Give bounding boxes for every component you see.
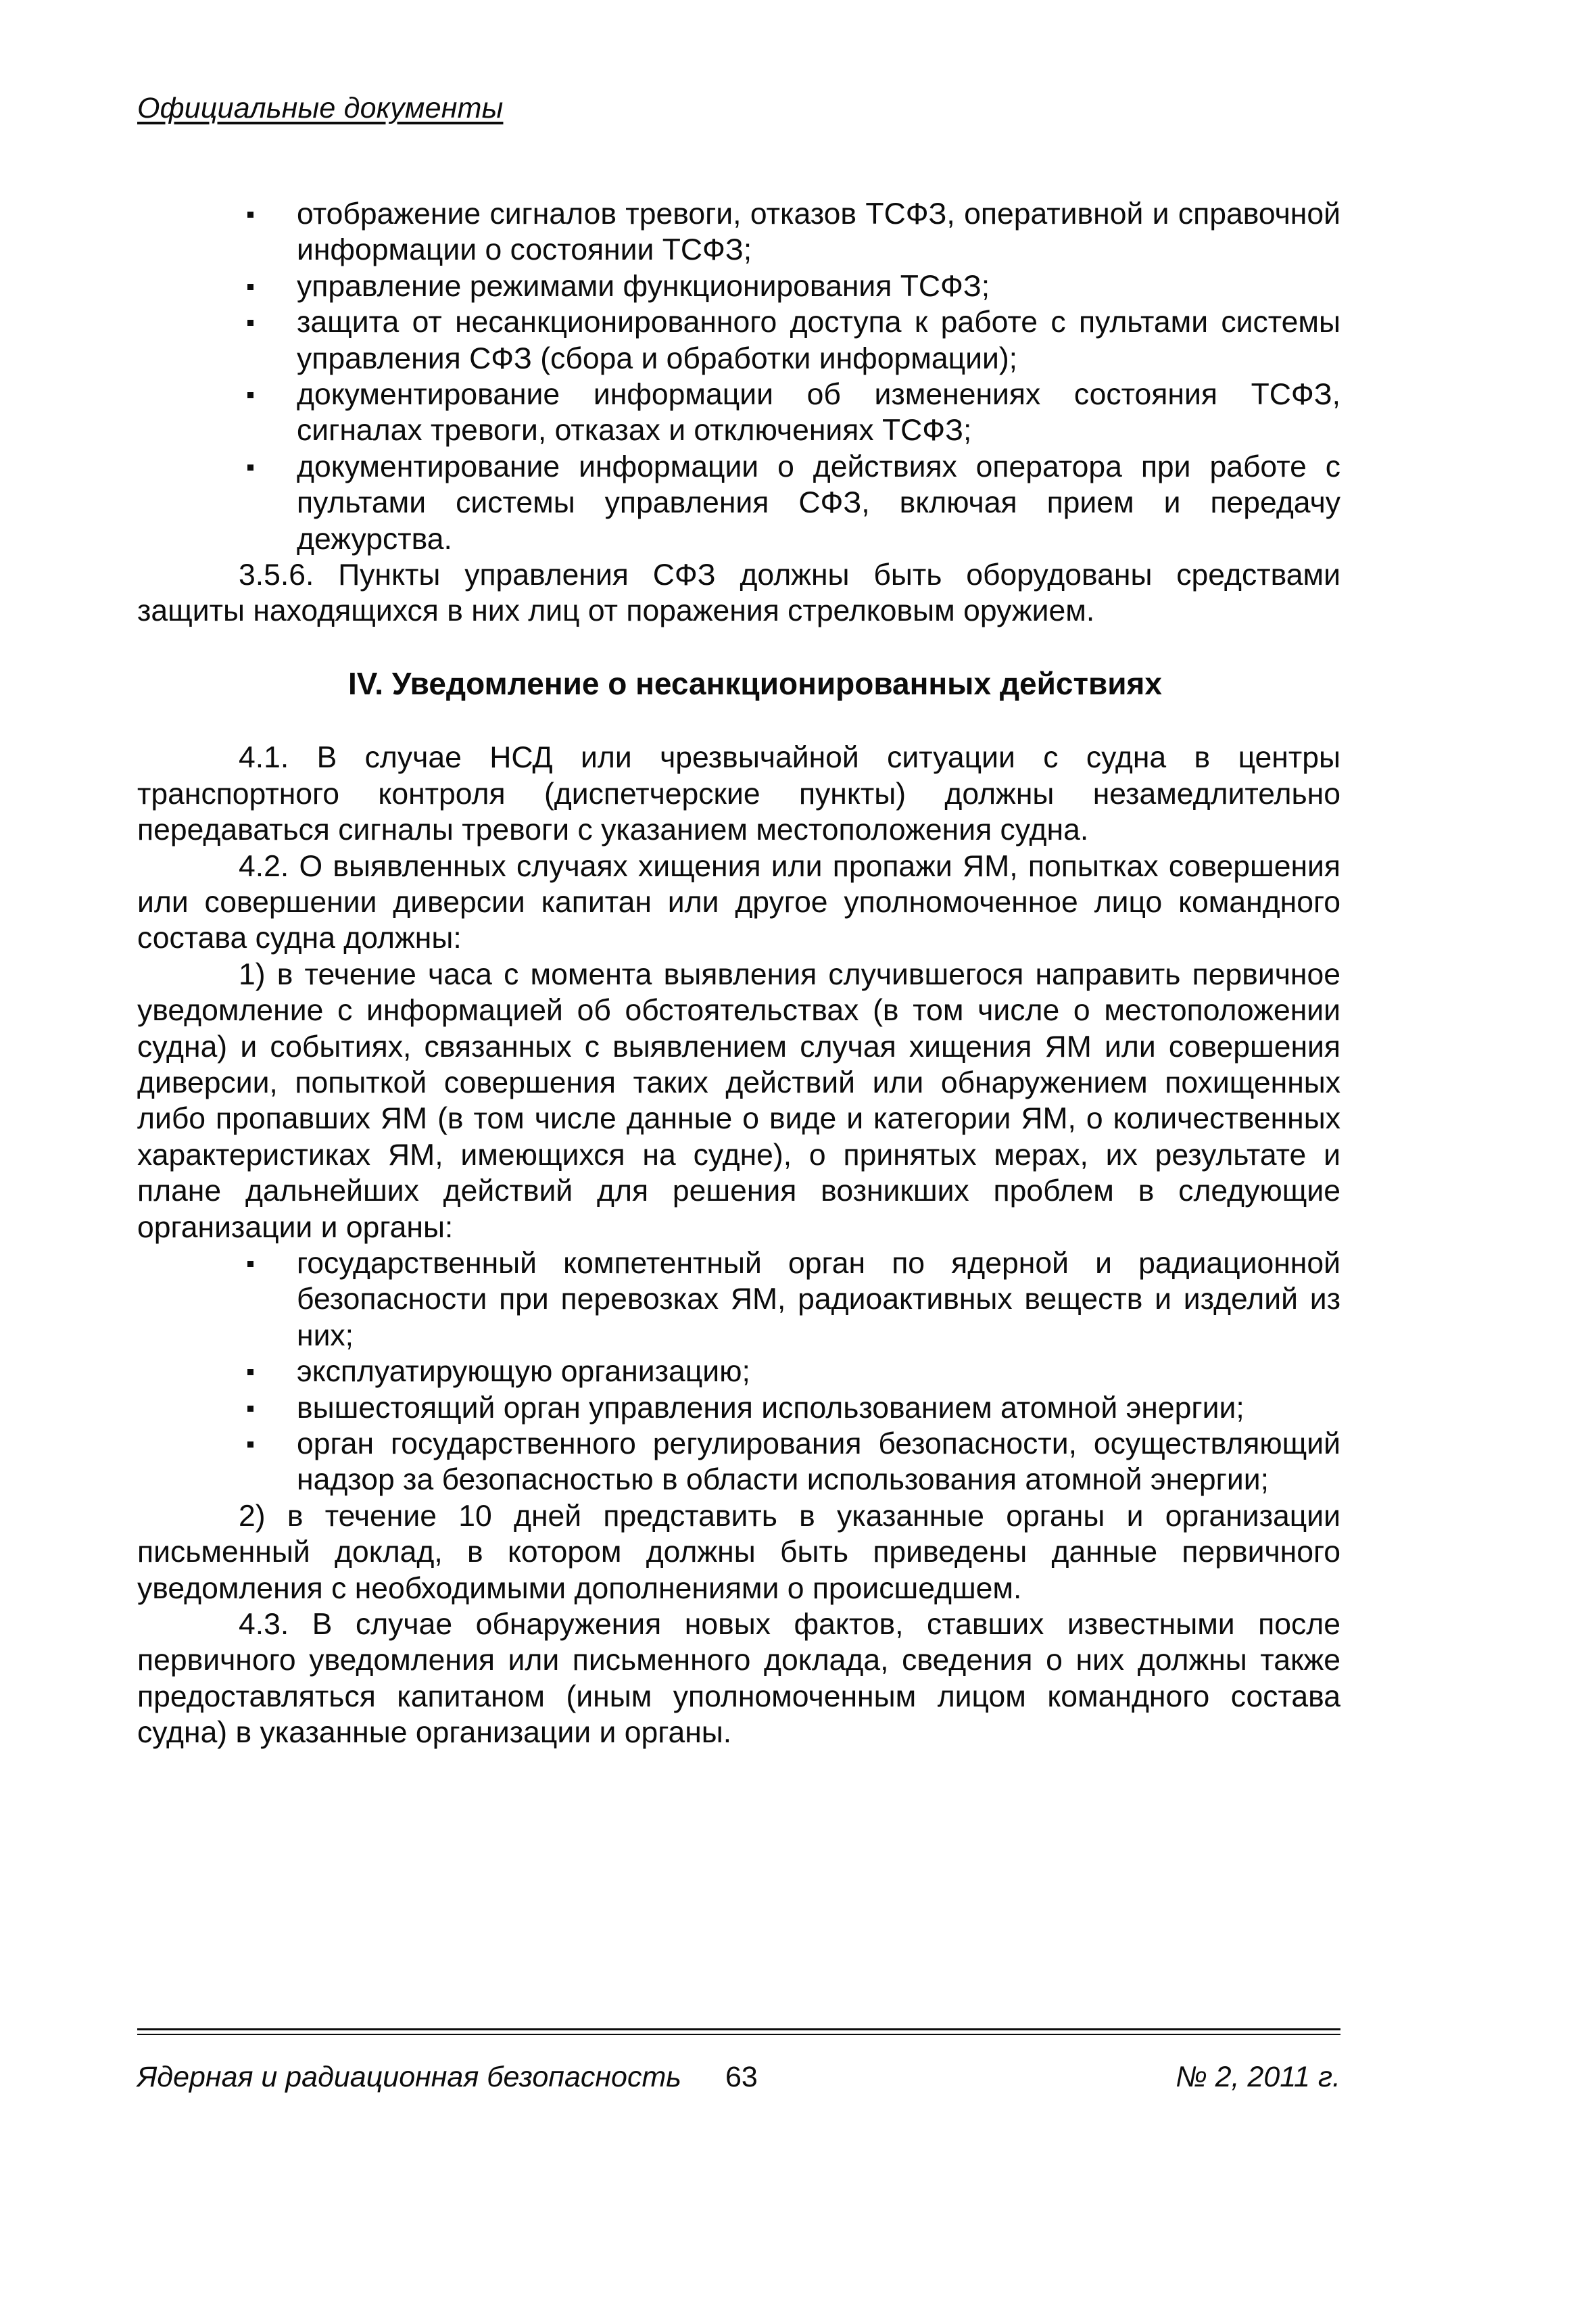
list-item: защита от несанкционированного доступа к работе с пультами системы управления СФЗ (сбора и обработки информации); [137,304,1340,377]
list-item: орган государственного регулирования безопасности, осуществляющий надзор за безопасностью в области использования атомной энергии; [137,1426,1340,1498]
paragraph-4-2: 4.2. О выявленных случаях хищения или пропажи ЯМ, попытках совершения или совершении диверсии капитан или другое уполномоченное лицо командного состава судна должны: [137,849,1340,955]
bullet-list-1 [137,196,1340,557]
list-item: вышестоящий орган управления использованием атомной энергии; [137,1390,1340,1426]
issue-number: № 2, 2011 г. [1176,2061,1340,2093]
paragraph-4-2-item-2: 2) в течение 10 дней представить в указанные органы и организации письменный доклад, в котором должны быть приведены данные первичного уведомления с необходимыми дополнениями о происшедшем. [137,1499,1340,1605]
paragraph-4-3: 4.3. В случае обнаружения новых фактов, ставших известными после первичного уведомления или письменного доклада, сведения о них должны также предоставляться капитаном (иным уполномоченным лицом командного состава судна) в указанные организации и органы. [137,1608,1340,1750]
list-item: государственный компетентный орган по ядерной и радиационной безопасности при перевозках ЯМ, радиоактивных веществ и изделий из них; [137,1245,1340,1354]
paragraph-3-5-6: 3.5.6. Пункты управления СФЗ должны быть оборудованы средствами защиты находящихся в них лиц от поражения стрелковым оружием. [137,558,1340,628]
page-footer [137,2061,1340,2099]
list-item: документирование информации об изменениях состояния ТСФЗ, сигналах тревоги, отказах и отключениях ТСФЗ; [137,377,1340,449]
list-item: эксплуатирующую организацию; [137,1354,1340,1389]
bullet-list-2 [137,1245,1340,1498]
running-title: Официальные документы [137,92,504,124]
journal-name: Ядерная и радиационная безопасность [137,2061,681,2093]
paragraph-4-1: 4.1. В случае НСД или чрезвычайной ситуации с судна в центры транспортного контроля (диспетчерские пункты) должны незамедлительно передаваться сигналы тревоги с указанием местоположения судна. [137,741,1340,847]
list-item: документирование информации о действиях оператора при работе с пультами системы управления СФЗ, включая прием и передачу дежурства. [137,449,1340,557]
list-item: отображение сигналов тревоги, отказов ТСФЗ, оперативной и справочной информации о состоянии ТСФЗ; [137,196,1340,268]
page-number: 63 [725,2061,758,2093]
page-body [137,196,1340,1751]
section-heading: IV. Уведомление о несанкционированных действиях [348,665,1162,701]
footer-double-rule [137,2028,1340,2035]
list-item: управление режимами функционирования ТСФЗ; [137,268,1340,304]
paragraph-4-2-item-1: 1) в течение часа с момента выявления случившегося направить первичное уведомление с информацией об обстоятельствах (в том числе о местоположении судна) и событиях, связанных с выявлением случая хищения ЯМ или совершения диверсии, попыткой совершения таких действий или обнаружением похищенных либо пропавших ЯМ (в том числе данные о виде и категории ЯМ, о количественных характеристиках ЯМ, имеющихся на судне), о принятых мерах, их результате и плане дальнейших действий для решения возникших проблем в следующие организации и органы: [137,957,1340,1244]
